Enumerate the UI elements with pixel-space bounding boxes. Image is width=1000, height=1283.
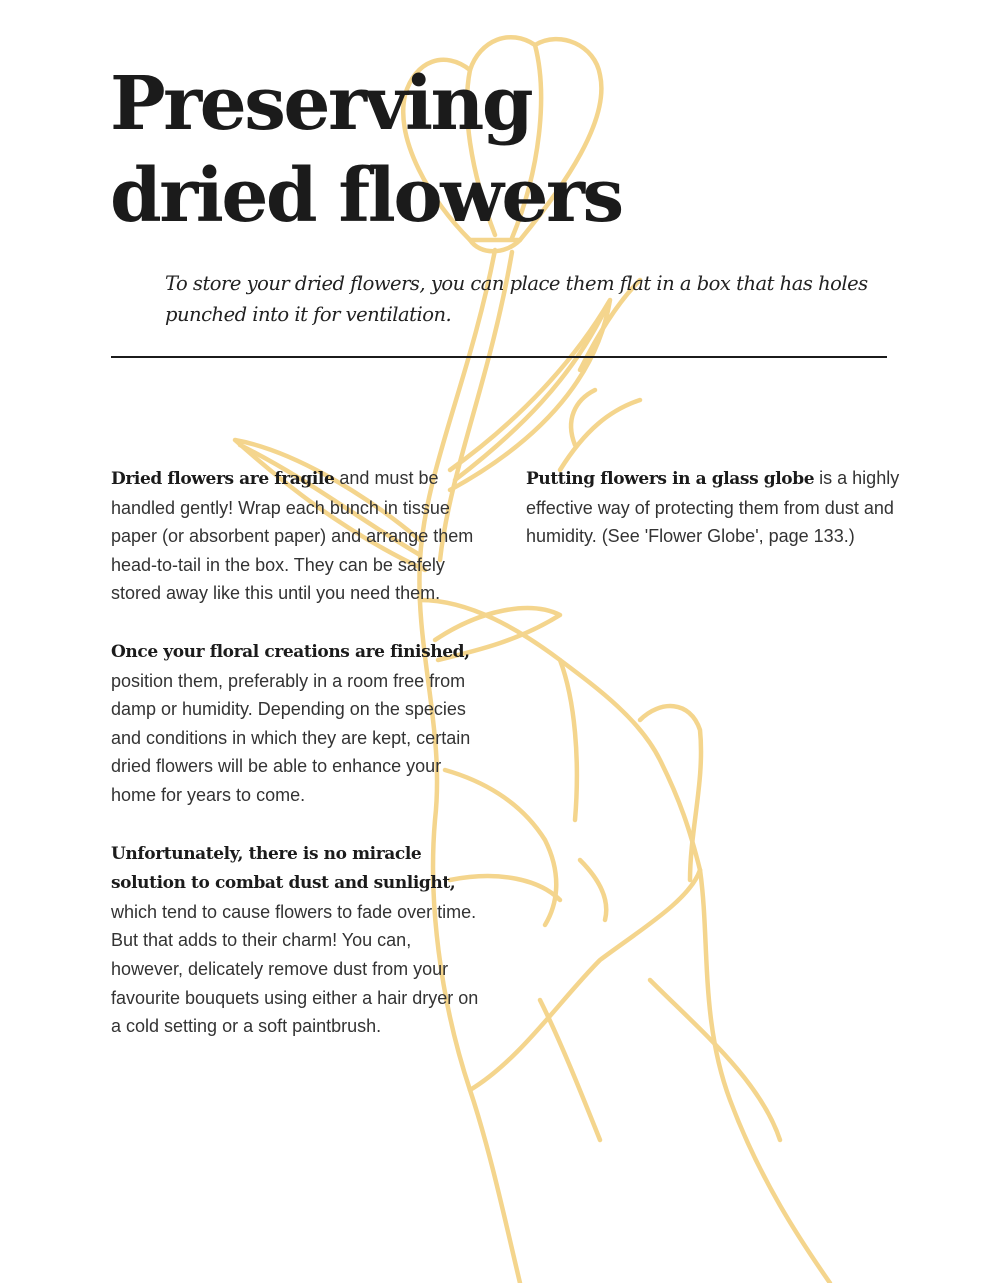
paragraph-text: position them, preferably in a room free from damp or humidity. Depending on the species and conditions in which they are kept, certain dried flowers will be able to enhance your home for years to come. <box>111 670 471 805</box>
paragraph-glass-globe <box>526 464 901 551</box>
title-line-1: Preserving <box>110 61 532 147</box>
paragraph-lead: Unfortunately, there is no miracle solution to combat dust and sunlight, <box>111 843 456 894</box>
paragraph-dust-sunlight <box>111 839 486 1041</box>
left-column <box>111 464 486 1070</box>
paragraph-text: is a highly effective way of protecting them from dust and humidity. (See 'Flower Globe', page 133.) <box>526 468 900 547</box>
intro-paragraph: To store your dried flowers, you can place them flat in a box that has holes punched into it for ventilation. <box>165 272 868 326</box>
divider-line <box>111 356 887 358</box>
paragraph-text: and must be handled gently! Wrap each bunch in tissue paper (or absorbent paper) and arrange them head-to-tail in the box. They can be safely stored away like this until you need them. <box>111 468 474 604</box>
paragraph-lead: Dried flowers are fragile <box>111 469 335 489</box>
page-title <box>110 58 670 242</box>
right-column <box>526 464 901 580</box>
paragraph-lead: Putting flowers in a glass globe <box>526 469 815 489</box>
title-line-2: dried flowers <box>110 153 622 239</box>
paragraph-fragile <box>111 464 486 608</box>
paragraph-lead: Once your floral creations are finished, <box>111 641 470 662</box>
paragraph-creations-finished <box>111 637 486 810</box>
paragraph-text: which tend to cause flowers to fade over time. But that adds to their charm! You can, however, delicately remove dust from your favourite bouquets using either a hair dryer on a cold setting or a soft paintbrush. <box>111 901 479 1037</box>
